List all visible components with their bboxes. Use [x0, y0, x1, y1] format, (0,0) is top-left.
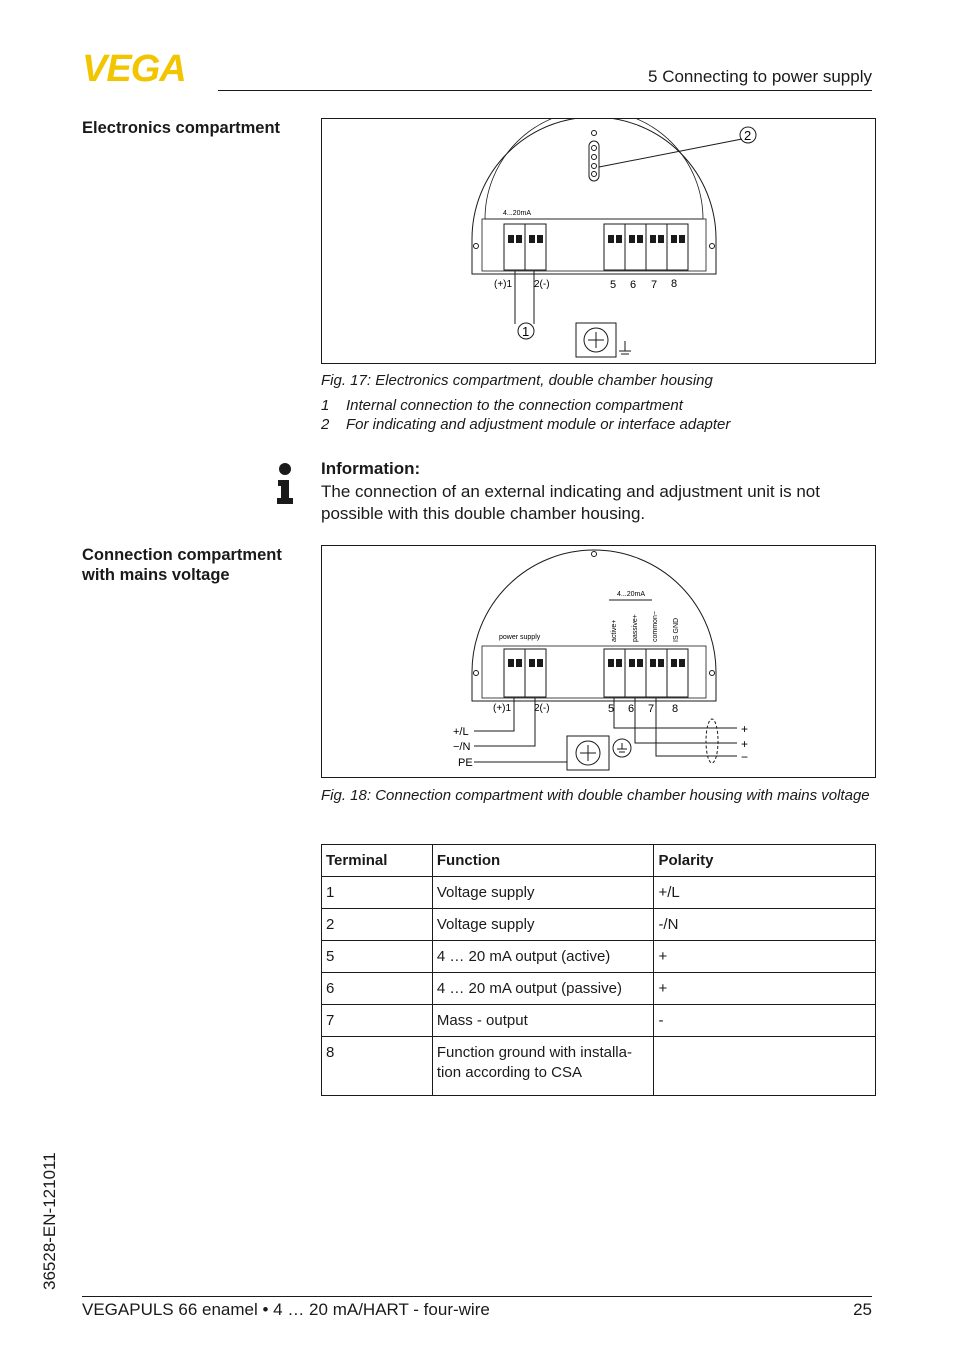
- header-function: Function: [432, 845, 654, 877]
- cell-terminal: 6: [322, 973, 433, 1005]
- figure-electronics: [321, 118, 876, 364]
- is-gnd-label: IS GND: [673, 617, 680, 642]
- mains-heading: [82, 545, 282, 585]
- electronics-diagram: [322, 119, 875, 363]
- terminal-2-label: 2(-): [534, 279, 550, 290]
- callout-1-label: 1: [522, 324, 530, 339]
- section-title: 5 Connecting to power supply: [648, 67, 872, 86]
- document-number: 36528-EN-121011: [40, 1152, 59, 1290]
- terminal-8-label: 8: [671, 278, 678, 290]
- terminal-8-label: 8: [672, 703, 679, 715]
- information-text: The connection of an external indicating and adjustment unit is not possible with this double chamber housing.: [321, 482, 820, 523]
- table-row: [322, 877, 876, 909]
- cell-function: Mass - output: [432, 1005, 654, 1037]
- legend-item: 1 Internal connection to the connection compartment: [321, 397, 683, 414]
- cell-polarity: -/N: [654, 909, 876, 941]
- terminal-2-label: 2(-): [534, 703, 550, 714]
- cell-function: Voltage supply: [432, 877, 654, 909]
- terminal-7-label: 7: [648, 703, 655, 715]
- cell-polarity: +: [654, 941, 876, 973]
- electronics-heading: Electronics compartment: [82, 119, 281, 137]
- active-label: active+: [611, 619, 618, 642]
- cell-polarity: +/L: [654, 877, 876, 909]
- cell-polarity: [654, 1037, 876, 1096]
- wire-t7: [656, 698, 737, 756]
- cell-polarity: -: [654, 1005, 876, 1037]
- information-title: Information:: [321, 459, 421, 478]
- table-header-row: [322, 845, 876, 877]
- cell-terminal: 8: [322, 1037, 433, 1096]
- header-divider: [218, 90, 872, 91]
- callout-2-line: [599, 139, 742, 167]
- terminal-1-label: (+)1: [494, 279, 513, 290]
- table-row: [322, 941, 876, 973]
- callout-2-label: 2: [744, 128, 752, 143]
- cell-function: Voltage supply: [432, 909, 654, 941]
- information-icon: [275, 462, 295, 506]
- figure-18-caption: Fig. 18: Connection compartment with double chamber housing with mains voltage: [321, 787, 870, 804]
- page-number: 25: [853, 1300, 872, 1319]
- footer-title: VEGAPULS 66 enamel • 4 … 20 mA/HART - four-wire: [82, 1300, 490, 1319]
- minus-n-label: −/N: [453, 741, 471, 753]
- mains-diagram: [322, 546, 875, 777]
- header-polarity: Polarity: [654, 845, 876, 877]
- cell-function: Function ground with installa-tion according to CSA: [432, 1037, 654, 1096]
- cell-terminal: 5: [322, 941, 433, 973]
- output-plus-2: +: [741, 737, 749, 751]
- display-connector: [589, 141, 599, 181]
- figure-mains: [321, 545, 876, 778]
- table-row: [322, 1037, 876, 1096]
- vega-logo: [82, 50, 212, 84]
- cell-terminal: 7: [322, 1005, 433, 1037]
- common-label: common−: [652, 611, 659, 642]
- mains-heading-line2: with mains voltage: [82, 566, 230, 584]
- cell-polarity: +: [654, 973, 876, 1005]
- table-row: [322, 1005, 876, 1037]
- cell-function: 4 … 20 mA output (passive): [432, 973, 654, 1005]
- housing-outline: [472, 119, 716, 274]
- passive-label: passive+: [632, 614, 639, 642]
- terminal-table: [321, 844, 876, 1096]
- table-row: [322, 973, 876, 1005]
- mains-heading-line1: Connection compartment: [82, 546, 282, 564]
- cell-terminal: 2: [322, 909, 433, 941]
- terminal-6-label: 6: [630, 279, 637, 291]
- output-plus-1: +: [741, 722, 749, 736]
- figure-17-caption: Fig. 17: Electronics compartment, double chamber housing: [321, 372, 713, 389]
- plus-l-label: +/L: [453, 726, 469, 738]
- header-terminal: Terminal: [322, 845, 433, 877]
- cell-terminal: 1: [322, 877, 433, 909]
- footer-divider: [82, 1296, 872, 1297]
- range-label: 4...20mA: [503, 210, 532, 217]
- pe-label: PE: [458, 757, 473, 769]
- table-row: [322, 909, 876, 941]
- terminal-6-label: 6: [628, 703, 635, 715]
- terminal-1-label: (+)1: [493, 703, 512, 714]
- terminal-5-label: 5: [608, 703, 615, 715]
- logo-text: VEGA: [82, 50, 186, 84]
- legend-item: 2 For indicating and adjustment module or interface adapter: [321, 416, 731, 433]
- output-minus: −: [741, 750, 749, 764]
- range-label: 4...20mA: [617, 591, 646, 598]
- terminal-7-label: 7: [651, 279, 658, 291]
- cell-function: 4 … 20 mA output (active): [432, 941, 654, 973]
- terminal-5-label: 5: [610, 279, 617, 291]
- power-supply-label: power supply: [499, 634, 541, 641]
